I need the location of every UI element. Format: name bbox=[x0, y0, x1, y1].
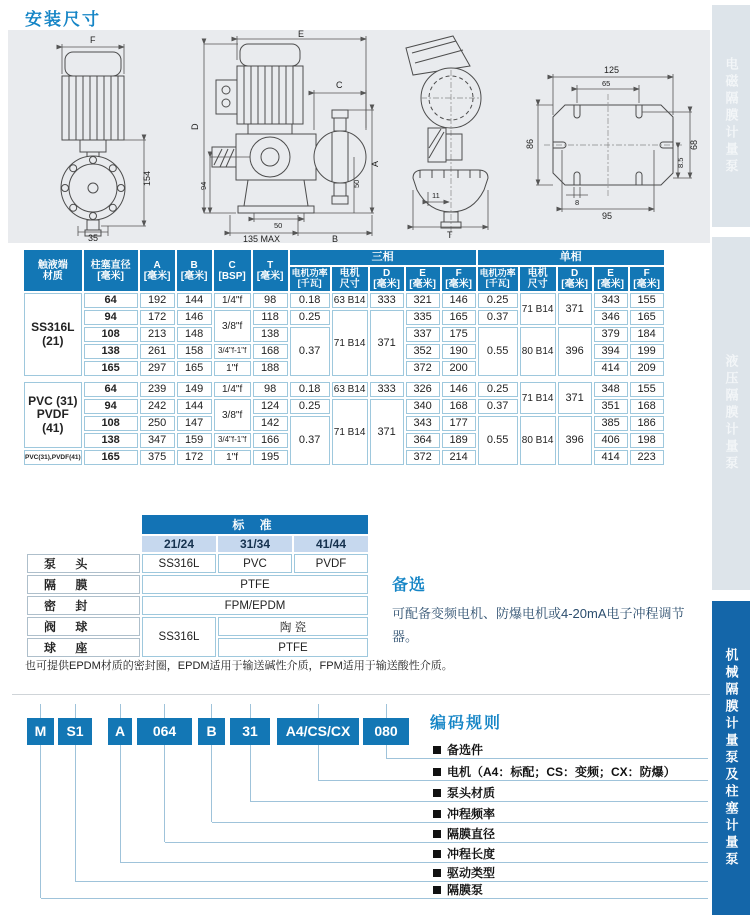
table-cell: T [毫米] bbox=[253, 250, 288, 291]
dim-label-125: 125 bbox=[604, 65, 620, 75]
table-cell: 190 bbox=[442, 344, 476, 359]
dim-label-e: E bbox=[298, 30, 305, 39]
table-cell: SS316L (21) bbox=[24, 293, 82, 376]
table-cell: 0.25 bbox=[478, 293, 518, 308]
code-connector-line bbox=[40, 704, 41, 718]
coding-rules-title: 编码规则 bbox=[430, 715, 503, 732]
table-cell: 343 bbox=[406, 416, 440, 431]
table-cell: 321 bbox=[406, 293, 440, 308]
table-cell: D [毫米] bbox=[370, 267, 404, 291]
code-item-rule bbox=[318, 780, 708, 781]
table-cell: 414 bbox=[594, 450, 628, 465]
code-connector-line bbox=[318, 704, 319, 718]
table-cell: 密 封 bbox=[27, 596, 140, 615]
table-cell: SS316L bbox=[142, 617, 216, 657]
table-cell: 337 bbox=[406, 327, 440, 342]
table-cell: 348 bbox=[594, 382, 628, 397]
dim-label-c: C bbox=[336, 80, 343, 90]
table-cell: 335 bbox=[406, 310, 440, 325]
table-cell: 1"f bbox=[214, 361, 251, 376]
table-cell: 3/8"f bbox=[214, 310, 251, 342]
installation-drawings-panel bbox=[8, 30, 710, 243]
table-cell: PTFE bbox=[142, 575, 368, 594]
table-cell: 352 bbox=[406, 344, 440, 359]
table-cell: 172 bbox=[140, 310, 175, 325]
table-cell: 195 bbox=[253, 450, 288, 465]
side-view-drawing bbox=[190, 30, 380, 243]
table-row bbox=[27, 536, 368, 552]
table-cell: 333 bbox=[370, 382, 404, 397]
dim-label-154: 154 bbox=[142, 170, 152, 186]
table-cell: 158 bbox=[177, 344, 212, 359]
table-cell: 165 bbox=[177, 361, 212, 376]
table-cell: 138 bbox=[253, 327, 288, 342]
table-cell: 343 bbox=[594, 293, 628, 308]
table-cell bbox=[24, 378, 664, 380]
table-cell: 电机功率 [千瓦] bbox=[478, 267, 518, 291]
sidebar-tab-mechanical-diaphragm-plunger-pump[interactable] bbox=[712, 601, 750, 915]
table-cell: 触液端 材质 bbox=[24, 250, 82, 291]
table-cell: 94 bbox=[84, 310, 138, 325]
sidebar-tab-label: 电磁隔膜计量泵 bbox=[723, 56, 739, 176]
table-cell: 63 B14 bbox=[332, 293, 368, 308]
bullet-square-icon bbox=[433, 810, 441, 818]
table-cell: 0.37 bbox=[478, 310, 518, 325]
table-cell: 155 bbox=[630, 382, 664, 397]
table-cell: 184 bbox=[630, 327, 664, 342]
vertical-view-drawing bbox=[406, 36, 488, 240]
table-cell: 108 bbox=[84, 327, 138, 342]
code-box-080: 080 bbox=[363, 718, 409, 745]
code-item-rule bbox=[250, 801, 708, 802]
table-cell: 108 bbox=[84, 416, 138, 431]
table-cell: 372 bbox=[406, 361, 440, 376]
table-cell: 186 bbox=[630, 416, 664, 431]
dim-label-95: 95 bbox=[602, 211, 613, 221]
code-item-rule bbox=[165, 842, 709, 843]
sidebar-tab-label: 液压隔膜计量泵 bbox=[723, 354, 739, 473]
table-cell: 371 bbox=[558, 382, 592, 414]
table-cell: F [毫米] bbox=[630, 267, 664, 291]
code-connector-line bbox=[120, 704, 121, 718]
table-cell: PVC(31),PVDF(41) bbox=[24, 450, 82, 465]
sidebar-tab-hydraulic-diaphragm-pump[interactable] bbox=[712, 237, 750, 590]
dimension-table bbox=[22, 248, 666, 467]
code-item-label: 冲程频率 bbox=[433, 805, 495, 822]
code-item-rule bbox=[120, 862, 708, 863]
table-row bbox=[24, 382, 664, 397]
table-cell: 364 bbox=[406, 433, 440, 448]
table-cell: 0.18 bbox=[290, 382, 330, 397]
table-cell: 泵 头 bbox=[27, 554, 140, 573]
table-cell: 球 座 bbox=[27, 638, 140, 657]
table-cell: 261 bbox=[140, 344, 175, 359]
dim-label-d: D bbox=[190, 123, 200, 130]
table-cell: 电机功率 [千瓦] bbox=[290, 267, 330, 291]
table-cell: 0.25 bbox=[290, 399, 330, 414]
table-cell: PVDF bbox=[294, 554, 368, 573]
table-cell: 223 bbox=[630, 450, 664, 465]
table-cell: 0.55 bbox=[478, 416, 518, 465]
table-cell: 371 bbox=[370, 310, 404, 376]
table-cell: 电机 尺寸 bbox=[332, 267, 368, 291]
dim-label-86: 86 bbox=[525, 138, 535, 149]
dim-label-t: T bbox=[447, 230, 453, 240]
table-cell: 351 bbox=[594, 399, 628, 414]
table-cell: 146 bbox=[442, 293, 476, 308]
code-connector-line bbox=[250, 704, 251, 718]
table-cell: 333 bbox=[370, 293, 404, 308]
code-box-m: M bbox=[27, 718, 54, 745]
table-cell: 326 bbox=[406, 382, 440, 397]
code-box-064: 064 bbox=[137, 718, 192, 745]
front-view-drawing bbox=[61, 35, 152, 243]
dim-label-b: B bbox=[332, 234, 339, 243]
code-connector-line bbox=[211, 704, 212, 718]
table-cell: 239 bbox=[140, 382, 175, 397]
code-connector-line bbox=[211, 745, 212, 822]
table-cell: 3/4"f-1"f bbox=[214, 344, 251, 359]
table-row bbox=[24, 293, 664, 308]
table-cell: E [毫米] bbox=[594, 267, 628, 291]
code-box-b: B bbox=[198, 718, 225, 745]
table-cell: 297 bbox=[140, 361, 175, 376]
code-item-rule bbox=[41, 898, 709, 899]
table-cell: 隔 膜 bbox=[27, 575, 140, 594]
table-cell: 396 bbox=[558, 416, 592, 465]
code-item-rule bbox=[386, 758, 708, 759]
table-row bbox=[24, 250, 664, 265]
table-cell: 63 B14 bbox=[332, 382, 368, 397]
table-cell: 347 bbox=[140, 433, 175, 448]
standard-materials-table bbox=[25, 513, 370, 659]
table-cell: 98 bbox=[253, 382, 288, 397]
table-row bbox=[27, 515, 368, 534]
code-item-rule bbox=[75, 881, 708, 882]
table-cell: 214 bbox=[442, 450, 476, 465]
table-cell: 213 bbox=[140, 327, 175, 342]
table-cell: 394 bbox=[594, 344, 628, 359]
table-cell: 1/4"f bbox=[214, 293, 251, 308]
table-cell: 406 bbox=[594, 433, 628, 448]
table-cell: 168 bbox=[442, 399, 476, 414]
table-cell: 118 bbox=[253, 310, 288, 325]
table-cell: 379 bbox=[594, 327, 628, 342]
table-cell: 209 bbox=[630, 361, 664, 376]
code-connector-line bbox=[75, 704, 76, 718]
bullet-square-icon bbox=[433, 869, 441, 877]
table-cell: 149 bbox=[177, 382, 212, 397]
table-row bbox=[27, 575, 368, 594]
table-cell: 192 bbox=[140, 293, 175, 308]
code-box-a4-cs-cx: A4/CS/CX bbox=[277, 718, 359, 745]
table-cell: SS316L bbox=[142, 554, 216, 573]
table-row bbox=[27, 617, 368, 636]
table-cell: 柱塞直径 [毫米] bbox=[84, 250, 138, 291]
table-cell: 0.18 bbox=[290, 293, 330, 308]
code-item-label: 泵头材质 bbox=[433, 784, 495, 801]
table-cell: 168 bbox=[253, 344, 288, 359]
table-cell: 144 bbox=[177, 399, 212, 414]
table-cell: 148 bbox=[177, 327, 212, 342]
table-cell: 346 bbox=[594, 310, 628, 325]
table-cell: 200 bbox=[442, 361, 476, 376]
table-cell: F [毫米] bbox=[442, 267, 476, 291]
table-cell: 94 bbox=[84, 399, 138, 414]
table-cell: D [毫米] bbox=[558, 267, 592, 291]
section-divider bbox=[12, 694, 710, 695]
table-cell: C [BSP] bbox=[214, 250, 251, 291]
table-cell: 单相 bbox=[478, 250, 664, 265]
table-cell: 138 bbox=[84, 433, 138, 448]
code-item-label: 冲程长度 bbox=[433, 845, 495, 862]
table-cell: 242 bbox=[140, 399, 175, 414]
code-connector-line bbox=[75, 745, 76, 881]
dim-label-50-bottom: 50 bbox=[274, 221, 283, 230]
dimension-table-header bbox=[24, 250, 664, 291]
code-box-s1: S1 bbox=[58, 718, 92, 745]
table-cell: 138 bbox=[84, 344, 138, 359]
table-cell: 71 B14 bbox=[332, 399, 368, 465]
table-cell: B [毫米] bbox=[177, 250, 212, 291]
code-connector-line bbox=[318, 745, 319, 780]
dim-label-f: F bbox=[90, 35, 96, 45]
table-cell: 199 bbox=[630, 344, 664, 359]
table-cell: 80 B14 bbox=[520, 416, 556, 465]
table-cell: 64 bbox=[84, 382, 138, 397]
table-cell: 31/34 bbox=[218, 536, 292, 552]
table-cell: 396 bbox=[558, 327, 592, 376]
table-cell: 147 bbox=[177, 416, 212, 431]
table-cell: 71 B14 bbox=[332, 310, 368, 376]
table-cell: 80 B14 bbox=[520, 327, 556, 376]
table-cell: 0.37 bbox=[290, 416, 330, 465]
table-cell: 3/4"f-1"f bbox=[214, 433, 251, 448]
dim-label-11: 11 bbox=[432, 191, 440, 200]
table-cell: 0.37 bbox=[478, 399, 518, 414]
table-cell: A [毫米] bbox=[140, 250, 175, 291]
table-cell: 166 bbox=[253, 433, 288, 448]
bullet-square-icon bbox=[433, 768, 441, 776]
table-cell: 372 bbox=[406, 450, 440, 465]
table-cell: 0.25 bbox=[478, 382, 518, 397]
table-cell: E [毫米] bbox=[406, 267, 440, 291]
table-cell: 124 bbox=[253, 399, 288, 414]
standard-materials-body bbox=[27, 515, 368, 657]
table-cell: 198 bbox=[630, 433, 664, 448]
table-cell: 340 bbox=[406, 399, 440, 414]
code-box-a: A bbox=[108, 718, 132, 745]
table-cell: 155 bbox=[630, 293, 664, 308]
table-cell: 146 bbox=[442, 382, 476, 397]
optional-section bbox=[392, 572, 697, 649]
table-cell: 188 bbox=[253, 361, 288, 376]
table-cell: 41/44 bbox=[294, 536, 368, 552]
table-cell: 1"f bbox=[214, 450, 251, 465]
optional-body: 可配备变频电机、防爆电机或4-20mA电子冲程调节器。 bbox=[392, 606, 685, 644]
code-item-label: 电机（A4：标配；CS：变频；CX：防爆） bbox=[433, 763, 676, 780]
dim-label-8-5: 8.5 bbox=[676, 157, 685, 168]
code-connector-line bbox=[164, 704, 165, 718]
dim-label-a: A bbox=[370, 160, 380, 167]
dim-label-135max: 135 MAX bbox=[243, 234, 281, 243]
table-cell: 电机 尺寸 bbox=[520, 267, 556, 291]
materials-footnote: 也可提供EPDM材质的密封圈，EPDM适用于输送碱性介质，FPM适用于输送酸性介质。 bbox=[25, 660, 453, 672]
table-cell: 250 bbox=[140, 416, 175, 431]
table-cell: 168 bbox=[630, 399, 664, 414]
table-row bbox=[24, 378, 664, 380]
table-cell: 0.55 bbox=[478, 327, 518, 376]
bullet-square-icon bbox=[433, 789, 441, 797]
sidebar-tab-solenoid-diaphragm-pump[interactable] bbox=[712, 5, 750, 227]
code-item-rule bbox=[212, 822, 709, 823]
table-cell: 0.37 bbox=[290, 327, 330, 376]
table-cell: 阀 球 bbox=[27, 617, 140, 636]
dim-label-35: 35 bbox=[88, 233, 99, 243]
table-cell: PVC bbox=[218, 554, 292, 573]
pump-dimension-drawings bbox=[8, 30, 710, 243]
table-cell: 414 bbox=[594, 361, 628, 376]
mounting-plate-drawing bbox=[525, 65, 699, 221]
table-cell: 144 bbox=[177, 293, 212, 308]
bullet-square-icon bbox=[433, 886, 441, 894]
bullet-square-icon bbox=[433, 850, 441, 858]
table-cell: 71 B14 bbox=[520, 382, 556, 414]
dim-label-50-right: 50 bbox=[352, 179, 361, 188]
table-cell: PTFE bbox=[218, 638, 368, 657]
table-cell: 177 bbox=[442, 416, 476, 431]
table-cell: 375 bbox=[140, 450, 175, 465]
code-connector-line bbox=[386, 745, 387, 758]
bullet-square-icon bbox=[433, 746, 441, 754]
table-cell: 172 bbox=[177, 450, 212, 465]
code-item-label: 驱动类型 bbox=[433, 864, 495, 881]
code-item-label: 备选件 bbox=[433, 741, 483, 758]
code-item-label: 隔膜泵 bbox=[433, 881, 483, 898]
table-cell: 385 bbox=[594, 416, 628, 431]
table-row bbox=[27, 554, 368, 573]
table-cell: 陶 瓷 bbox=[218, 617, 368, 636]
code-connector-line bbox=[250, 745, 251, 801]
dim-label-65: 65 bbox=[602, 79, 611, 88]
code-connector-line bbox=[164, 745, 165, 842]
code-connector-line bbox=[386, 704, 387, 718]
table-cell bbox=[27, 536, 140, 552]
table-cell: 159 bbox=[177, 433, 212, 448]
table-cell: 146 bbox=[177, 310, 212, 325]
table-cell: 189 bbox=[442, 433, 476, 448]
table-cell: 0.25 bbox=[290, 310, 330, 325]
table-cell: 64 bbox=[84, 293, 138, 308]
bullet-square-icon bbox=[433, 830, 441, 838]
table-cell: 165 bbox=[84, 450, 138, 465]
dimension-table-body bbox=[24, 293, 664, 465]
code-box-31: 31 bbox=[230, 718, 270, 745]
page-title: 安装尺寸 bbox=[25, 10, 101, 29]
table-cell: 1/4"f bbox=[214, 382, 251, 397]
table-cell: 三相 bbox=[290, 250, 476, 265]
table-row bbox=[27, 596, 368, 615]
dim-label-94: 94 bbox=[199, 181, 208, 190]
code-item-label: 隔膜直径 bbox=[433, 825, 495, 842]
code-connector-line bbox=[120, 745, 121, 862]
table-cell: 标 准 bbox=[142, 515, 368, 534]
table-cell: 165 bbox=[630, 310, 664, 325]
table-cell: 165 bbox=[84, 361, 138, 376]
table-cell: 371 bbox=[370, 399, 404, 465]
table-cell: 175 bbox=[442, 327, 476, 342]
table-cell: 165 bbox=[442, 310, 476, 325]
table-cell: 3/8"f bbox=[214, 399, 251, 431]
dim-label-8: 8 bbox=[575, 198, 580, 207]
table-cell: 21/24 bbox=[142, 536, 216, 552]
table-cell: 371 bbox=[558, 293, 592, 325]
sidebar-tab-label: 机械隔膜计量泵及柱塞计量泵 bbox=[723, 647, 739, 869]
optional-title: 备选 bbox=[392, 577, 427, 594]
table-cell: 142 bbox=[253, 416, 288, 431]
table-cell bbox=[27, 515, 140, 534]
table-cell: 98 bbox=[253, 293, 288, 308]
table-cell: FPM/EPDM bbox=[142, 596, 368, 615]
code-connector-line bbox=[40, 745, 41, 898]
table-cell: 71 B14 bbox=[520, 293, 556, 325]
table-cell: PVC (31) PVDF (41) bbox=[24, 382, 82, 448]
dim-label-68: 68 bbox=[689, 139, 699, 150]
